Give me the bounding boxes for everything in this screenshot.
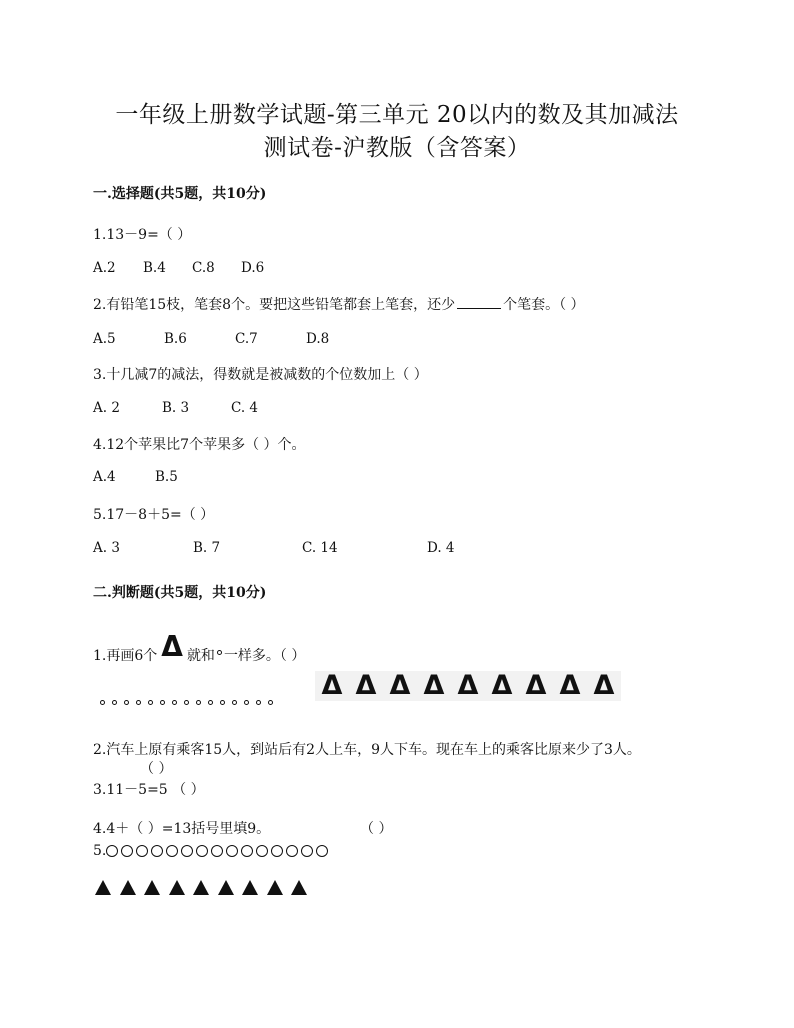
s2-question-1 bbox=[93, 630, 306, 665]
s1-question-4: 4.12个苹果比7个苹果多（ ）个。 bbox=[93, 437, 306, 453]
s1-q4-option-b: B.5 bbox=[155, 469, 178, 485]
circle-icon bbox=[286, 845, 298, 857]
solid-triangle-icon bbox=[242, 880, 258, 895]
s2-q5-label: 5. bbox=[93, 843, 107, 859]
solid-triangle-icon bbox=[120, 880, 136, 895]
s1-q5-option-b: B. 7 bbox=[193, 540, 221, 556]
s1-q3-options bbox=[93, 400, 258, 416]
circle-icon bbox=[241, 845, 253, 857]
triangle-icon: Δ bbox=[485, 671, 519, 701]
s2-q1-part1: 1.再画6个 bbox=[93, 648, 158, 664]
s1-question-2 bbox=[93, 294, 585, 314]
s1-q1-option-b: B.4 bbox=[143, 260, 166, 276]
s1-q5-options bbox=[93, 540, 455, 556]
small-circle-icon bbox=[148, 700, 153, 705]
small-circle-icon bbox=[220, 700, 225, 705]
small-circle-icon bbox=[160, 700, 165, 705]
s1-q4-option-a: A.4 bbox=[93, 469, 116, 485]
s2-q5-solid-triangle-row bbox=[95, 880, 316, 899]
s1-q3-option-b: B. 3 bbox=[162, 400, 190, 416]
triangle-icon: Δ bbox=[587, 671, 621, 701]
s1-q2-text-before: 2.有铅笔15枝，笔套8个。要把这些铅笔都套上笔套，还少 bbox=[93, 297, 456, 313]
s2-question-2: 2.汽车上原有乘客15人，到站后有2人上车，9人下车。现在车上的乘客比原来少了3人。 bbox=[93, 742, 641, 758]
circle-icon bbox=[106, 845, 118, 857]
solid-triangle-icon bbox=[193, 880, 209, 895]
s1-q3-option-a: A. 2 bbox=[93, 400, 120, 416]
triangle-icon: Δ bbox=[315, 671, 349, 701]
circle-icon bbox=[211, 845, 223, 857]
s1-q2-option-a: A.5 bbox=[93, 331, 116, 347]
small-circle-icon bbox=[268, 700, 273, 705]
s2-q1-triangle-row bbox=[315, 671, 621, 701]
solid-triangle-icon bbox=[95, 880, 111, 895]
small-circle-icon bbox=[196, 700, 201, 705]
small-circle-icon bbox=[184, 700, 189, 705]
solid-triangle-icon bbox=[291, 880, 307, 895]
solid-triangle-icon bbox=[169, 880, 185, 895]
circle-icon bbox=[151, 845, 163, 857]
s1-q4-options bbox=[93, 469, 178, 485]
s1-q5-option-d: D. 4 bbox=[427, 540, 455, 556]
circle-icon bbox=[316, 845, 328, 857]
s1-q3-option-c: C. 4 bbox=[231, 400, 259, 416]
small-circle-icon bbox=[136, 700, 141, 705]
s1-question-1: 1.13－9=（ ） bbox=[93, 227, 192, 243]
solid-triangle-icon bbox=[218, 880, 234, 895]
triangle-icon: Δ bbox=[349, 671, 383, 701]
section1-heading: 一.选择题(共5题，共10分) bbox=[93, 186, 267, 202]
triangle-icon: Δ bbox=[417, 671, 451, 701]
triangle-icon: Δ bbox=[161, 630, 183, 663]
small-circle-icon bbox=[217, 650, 222, 655]
solid-triangle-icon bbox=[267, 880, 283, 895]
circle-icon bbox=[136, 845, 148, 857]
s1-question-5: 5.17－8＋5=（ ） bbox=[93, 507, 215, 523]
s2-q4-paren: （ ） bbox=[360, 821, 393, 837]
s1-q5-option-a: A. 3 bbox=[93, 540, 120, 556]
s1-q1-option-d: D.6 bbox=[241, 260, 265, 276]
circle-icon bbox=[166, 845, 178, 857]
small-circle-icon bbox=[232, 700, 237, 705]
triangle-icon: Δ bbox=[383, 671, 417, 701]
triangle-icon: Δ bbox=[451, 671, 485, 701]
section2-heading: 二.判断题(共5题，共10分) bbox=[93, 585, 267, 601]
s1-q1-option-a: A.2 bbox=[93, 260, 116, 276]
circle-icon bbox=[301, 845, 313, 857]
triangle-icon: Δ bbox=[519, 671, 553, 701]
small-circle-icon bbox=[100, 700, 105, 705]
small-circle-icon bbox=[256, 700, 261, 705]
small-circle-icon bbox=[124, 700, 129, 705]
s1-q2-option-d: D.8 bbox=[306, 331, 330, 347]
s1-q5-option-c: C. 14 bbox=[302, 540, 338, 556]
s1-q1-options bbox=[93, 260, 264, 276]
s2-q1-circle-row bbox=[100, 686, 280, 705]
s1-question-3: 3.十几减7的减法，得数就是被减数的个位数加上（ ） bbox=[93, 367, 428, 383]
s1-q2-text-after: 个笔套。（ ） bbox=[503, 297, 585, 313]
s2-q1-part3: 一样多。（ ） bbox=[223, 648, 306, 664]
small-circle-icon bbox=[208, 700, 213, 705]
s2-q5-ring-row bbox=[106, 842, 331, 861]
page-title-line2: 测试卷-沪教版（含答案） bbox=[263, 135, 531, 161]
circle-icon bbox=[256, 845, 268, 857]
s2-q1-part2: 就和 bbox=[186, 648, 215, 664]
s1-q2-blank bbox=[457, 294, 501, 309]
circle-icon bbox=[226, 845, 238, 857]
s1-q2-option-b: B.6 bbox=[164, 331, 187, 347]
solid-triangle-icon bbox=[144, 880, 160, 895]
small-circle-icon bbox=[244, 700, 249, 705]
circle-icon bbox=[196, 845, 208, 857]
triangle-icon: Δ bbox=[553, 671, 587, 701]
s1-q2-option-c: C.7 bbox=[235, 331, 258, 347]
s1-q2-options bbox=[93, 331, 329, 347]
s2-q2-paren: （ ） bbox=[140, 761, 173, 777]
small-circle-icon bbox=[172, 700, 177, 705]
circle-icon bbox=[271, 845, 283, 857]
circle-icon bbox=[181, 845, 193, 857]
s2-question-3: 3.11－5=5 （ ） bbox=[93, 782, 205, 798]
s1-q1-option-c: C.8 bbox=[192, 260, 215, 276]
small-circle-icon bbox=[112, 700, 117, 705]
page-title-line1: 一年级上册数学试题-第三单元 20以内的数及其加减法 bbox=[115, 102, 679, 128]
s2-question-4: 4.4＋（ ）=13括号里填9。 bbox=[93, 821, 271, 837]
circle-icon bbox=[121, 845, 133, 857]
